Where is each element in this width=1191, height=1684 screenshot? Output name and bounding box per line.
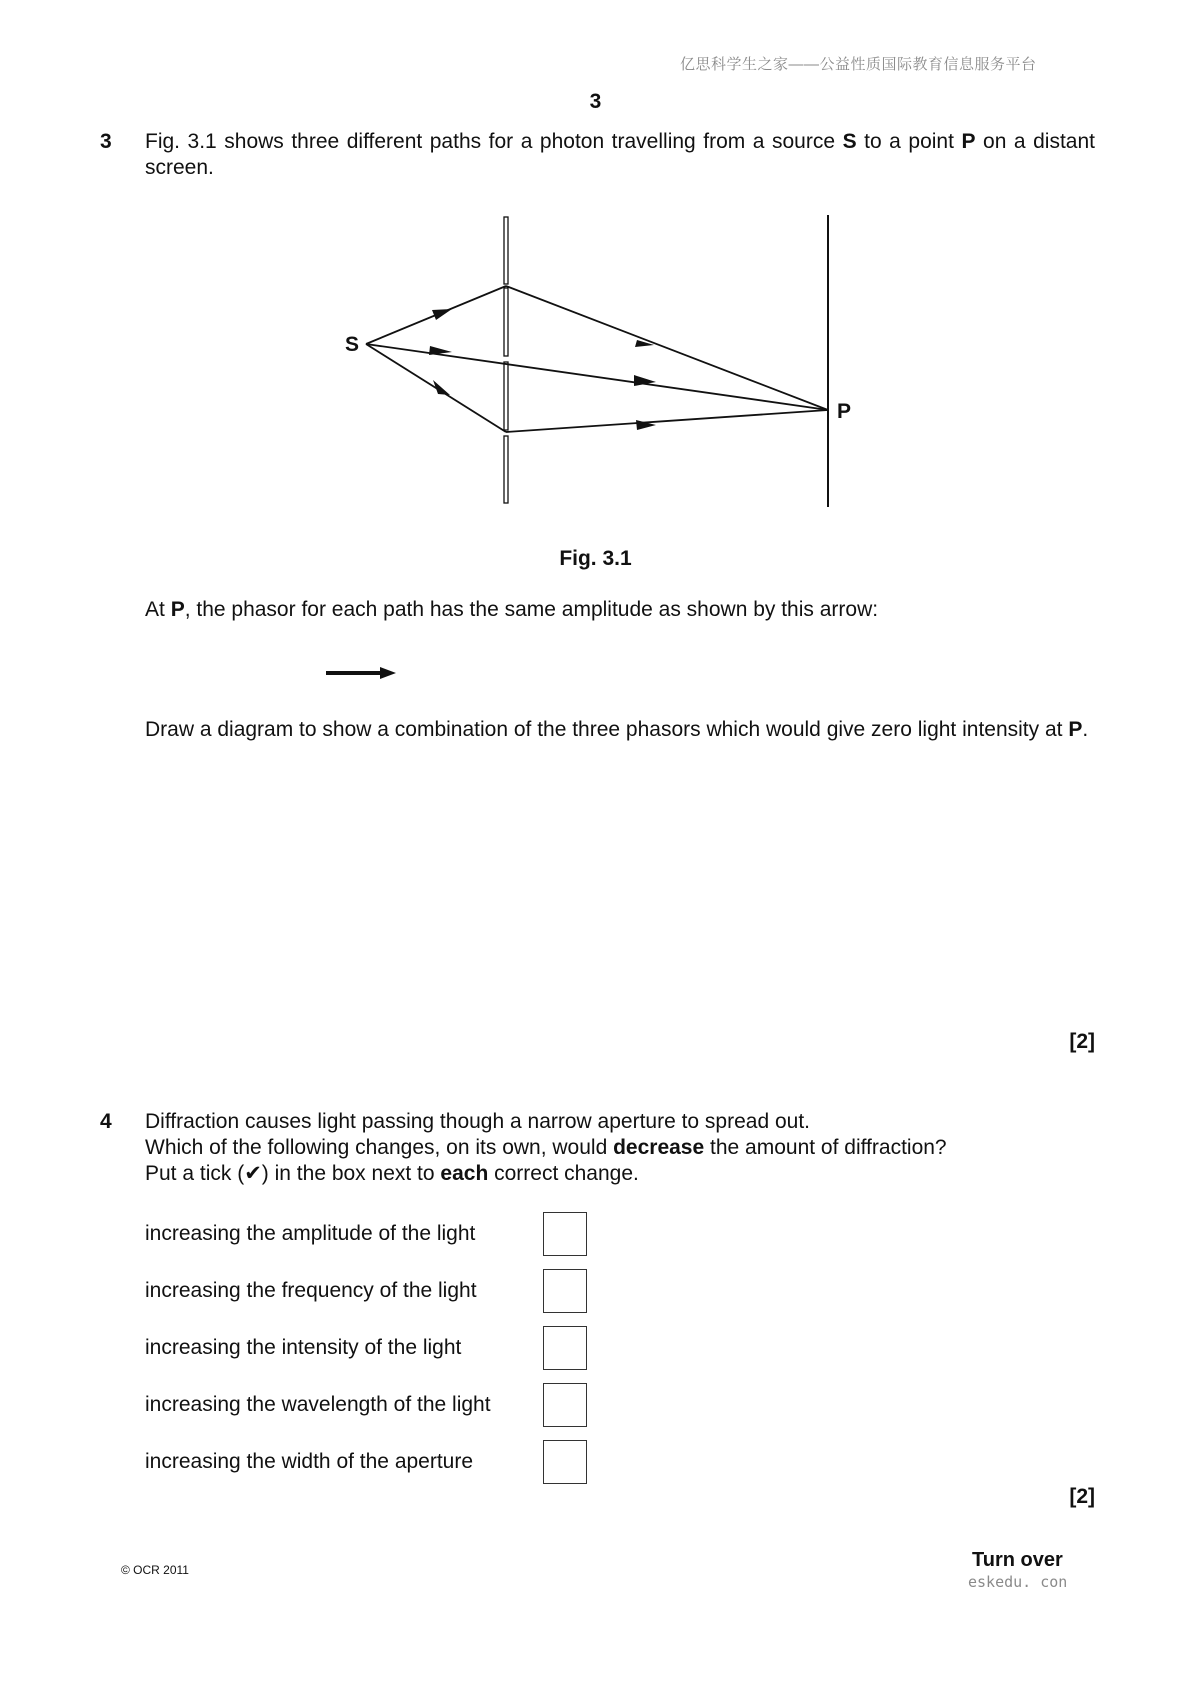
question-4-stem bbox=[145, 1109, 1095, 1187]
arrow-path-1a bbox=[432, 309, 452, 320]
question-4-line-3: Put a tick (✔) in the box next to each correct change. bbox=[145, 1162, 639, 1185]
tick-box-aperture-width[interactable] bbox=[543, 1440, 587, 1484]
phasor-arrow-icon bbox=[320, 664, 400, 684]
turn-over-label: Turn over bbox=[972, 1549, 1063, 1571]
question-3-task: Draw a diagram to show a combination of the three phasors which would give zero light intensity at P. bbox=[145, 718, 1089, 741]
point-label: P bbox=[837, 400, 852, 423]
question-3-intro: Fig. 3.1 shows three different paths for a photon travelling from a source S to a point P on a distant screen. bbox=[145, 130, 1095, 179]
tick-box-wavelength[interactable] bbox=[543, 1383, 587, 1427]
option-row bbox=[145, 1440, 595, 1486]
option-row bbox=[145, 1326, 595, 1372]
path-3-segment-b bbox=[506, 410, 828, 432]
option-label: increasing the amplitude of the light bbox=[145, 1222, 476, 1245]
copyright-notice: © OCR 2011 bbox=[121, 1563, 189, 1577]
path-1-segment-b bbox=[506, 286, 828, 410]
tick-box-intensity[interactable] bbox=[543, 1326, 587, 1370]
arrow-path-2a bbox=[429, 346, 452, 355]
barrier-bottom-segment bbox=[504, 436, 508, 503]
question-3-marks: [2] bbox=[1069, 1030, 1095, 1053]
phasor-statement: At P, the phasor for each path has the same amplitude as shown by this arrow: bbox=[145, 598, 879, 621]
option-row bbox=[145, 1212, 595, 1258]
barrier-middle-segment bbox=[504, 288, 508, 356]
question-4-line-2: Which of the following changes, on its own, would decrease the amount of diffraction? bbox=[145, 1136, 947, 1159]
tick-box-amplitude[interactable] bbox=[543, 1212, 587, 1256]
page-number: 3 bbox=[589, 90, 602, 113]
footer-watermark: eskedu. con bbox=[968, 1573, 1068, 1591]
figure-caption: Fig. 3.1 bbox=[559, 547, 632, 570]
option-label: increasing the wavelength of the light bbox=[145, 1393, 491, 1416]
question-4-number: 4 bbox=[100, 1110, 112, 1133]
barrier-lower-segment bbox=[504, 362, 508, 430]
option-label: increasing the width of the aperture bbox=[145, 1450, 474, 1473]
question-3-number: 3 bbox=[100, 130, 112, 153]
source-label: S bbox=[345, 333, 360, 356]
fig-3-1-diagram bbox=[0, 0, 1191, 560]
option-label: increasing the frequency of the light bbox=[145, 1279, 477, 1302]
option-row bbox=[145, 1269, 595, 1315]
tick-box-frequency[interactable] bbox=[543, 1269, 587, 1313]
header-watermark: 亿思科学生之家——公益性质国际教育信息服务平台 bbox=[680, 56, 1037, 73]
question-4-line-1: Diffraction causes light passing though a narrow aperture to spread out. bbox=[145, 1110, 811, 1133]
question-4-marks: [2] bbox=[1069, 1485, 1095, 1508]
option-label: increasing the intensity of the light bbox=[145, 1336, 462, 1359]
barrier-top-segment bbox=[504, 217, 508, 284]
option-row bbox=[145, 1383, 595, 1429]
